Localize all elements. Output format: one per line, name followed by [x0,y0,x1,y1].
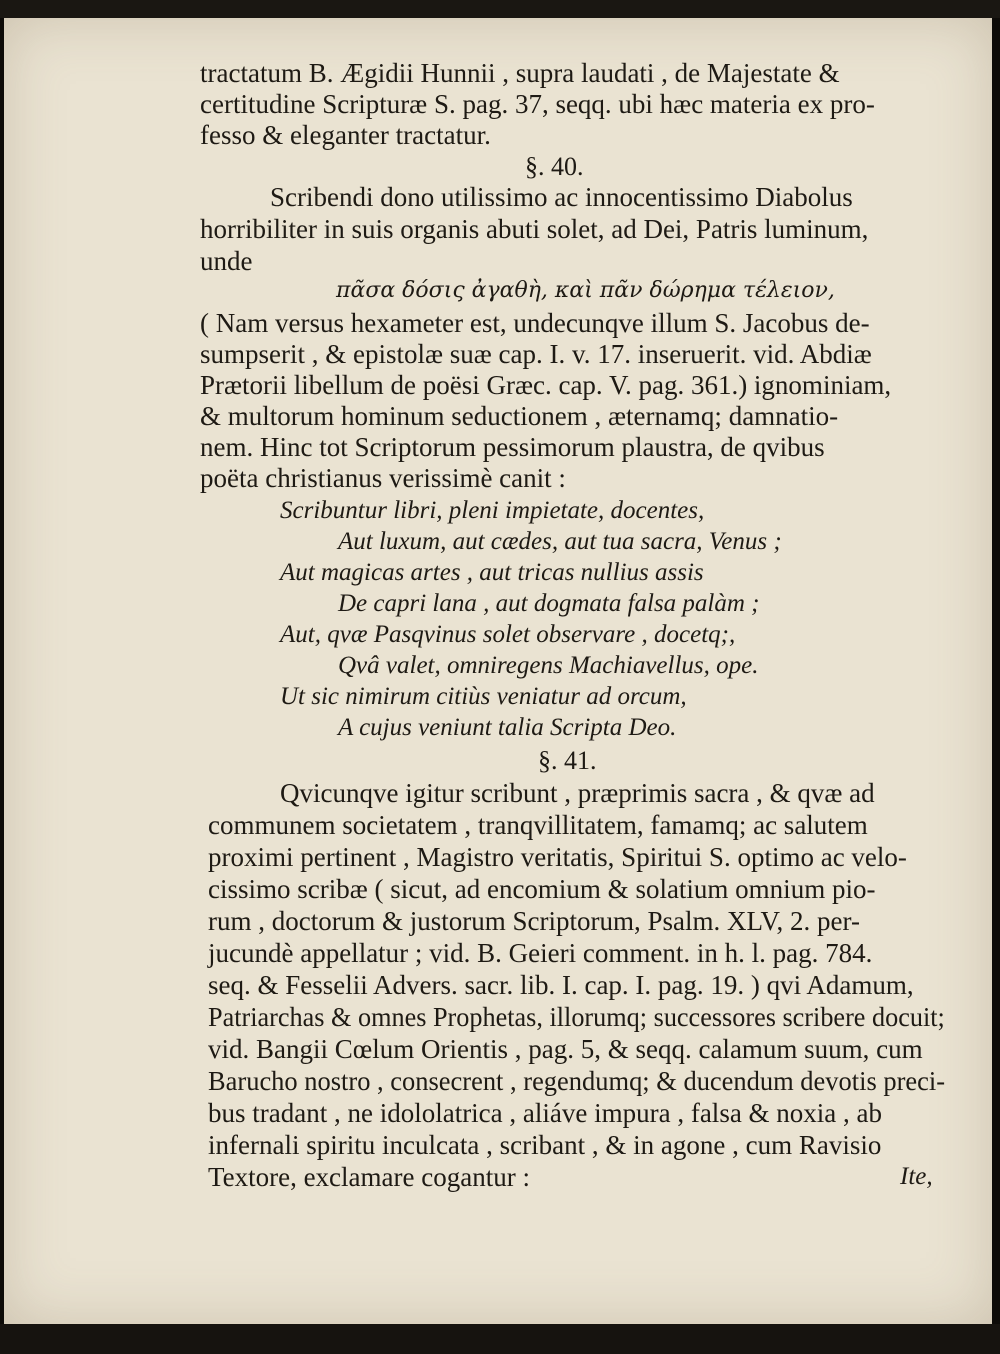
text-line: ( Nam versus hexameter est, undecunqve illum S. Jacobus de- [200,308,870,338]
text-line: & multorum hominum seductionem , æternamq; damnatio- [200,401,839,431]
text-line: seq. & Fesselii Advers. sacr. lib. I. cap. I. pag. 19. ) qvi Adamum, [208,970,914,1000]
poem-line: De capri lana , aut dogmata falsa palàm ; [338,590,760,617]
scan-bottom-edge [0,1324,1000,1354]
poem-line: Qvâ valet, omniregens Machiavellus, ope. [338,652,759,679]
scan-top-edge [0,0,1000,18]
catchword: Ite, [900,1163,933,1190]
poem-line: Aut magicas artes , aut tricas nullius assis [280,559,704,586]
text-line: Patriarchas & omnes Prophetas, illorumq; successores scribere docuit; [208,1002,945,1032]
text-line: Scribendi dono utilissimo ac innocentissimo Diabolus [270,182,853,212]
text-line: certitudine Scripturæ S. pag. 37, seqq. ubi hæc materia ex pro- [200,89,875,119]
text-line: Textore, exclamare cogantur : [208,1162,530,1192]
text-line: fesso & eleganter tractatur. [200,120,491,150]
section-heading: §. 41. [538,746,597,775]
text-line: vid. Bangii Cœlum Orientis , pag. 5, & seqq. calamum suum, cum [208,1034,923,1064]
text-line: unde [200,246,253,276]
text-line: horribiliter in suis organis abuti solet, ad Dei, Patris luminum, [200,214,869,244]
text-line: Qvicunqve igitur scribunt , præprimis sacra , & qvæ ad [280,778,875,808]
text-line: rum , doctorum & justorum Scriptorum, Psalm. XLV, 2. per- [208,906,860,936]
text-line: cissimo scribæ ( sicut, ad encomium & solatium omnium pio- [208,874,876,904]
text-line: proximi pertinent , Magistro veritatis, Spiritui S. optimo ac velo- [208,842,907,872]
text-line: tractatum B. Ægidii Hunnii , supra laudati , de Majestate & [200,58,840,88]
text-line: nem. Hinc tot Scriptorum pessimorum plaustra, de qvibus [200,432,825,462]
greek-verse: πᾶσα δόσις ἀγαθὴ, καὶ πᾶν δώρημα τέλειον, [336,278,835,303]
poem-line: Ut sic nimirum citiùs veniatur ad orcum, [280,683,687,710]
text-line: sumpserit , & epistolæ suæ cap. I. v. 17. inseruerit. vid. Abdiæ [200,339,872,369]
poem-line: Aut luxum, aut cædes, aut tua sacra, Venus ; [338,528,782,555]
text-line: Barucho nostro , consecrent , regendumq; & ducendum devotis preci- [208,1066,946,1096]
text-line: infernali spiritu inculcata , scribant , & in agone , cum Ravisio [208,1130,882,1160]
text-line: communem societatem , tranqvillitatem, famamq; ac salutem [208,810,868,840]
text-line: bus tradant , ne idololatrica , aliáve impura , falsa & noxia , ab [208,1098,883,1128]
section-heading: §. 40. [525,152,584,181]
text-line: poëta christianus verissimè canit : [200,463,566,493]
poem-line: Aut, qvæ Pasqvinus solet observare , docetq;, [280,621,736,648]
poem-line: A cujus veniunt talia Scripta Deo. [338,714,677,741]
poem-line: Scribuntur libri, pleni impietate, docentes, [280,497,705,524]
text-line: jucundè appellatur ; vid. B. Geieri comment. in h. l. pag. 784. [208,938,873,968]
text-line: Prætorii libellum de poësi Græc. cap. V. pag. 361.) ignominiam, [200,370,892,400]
